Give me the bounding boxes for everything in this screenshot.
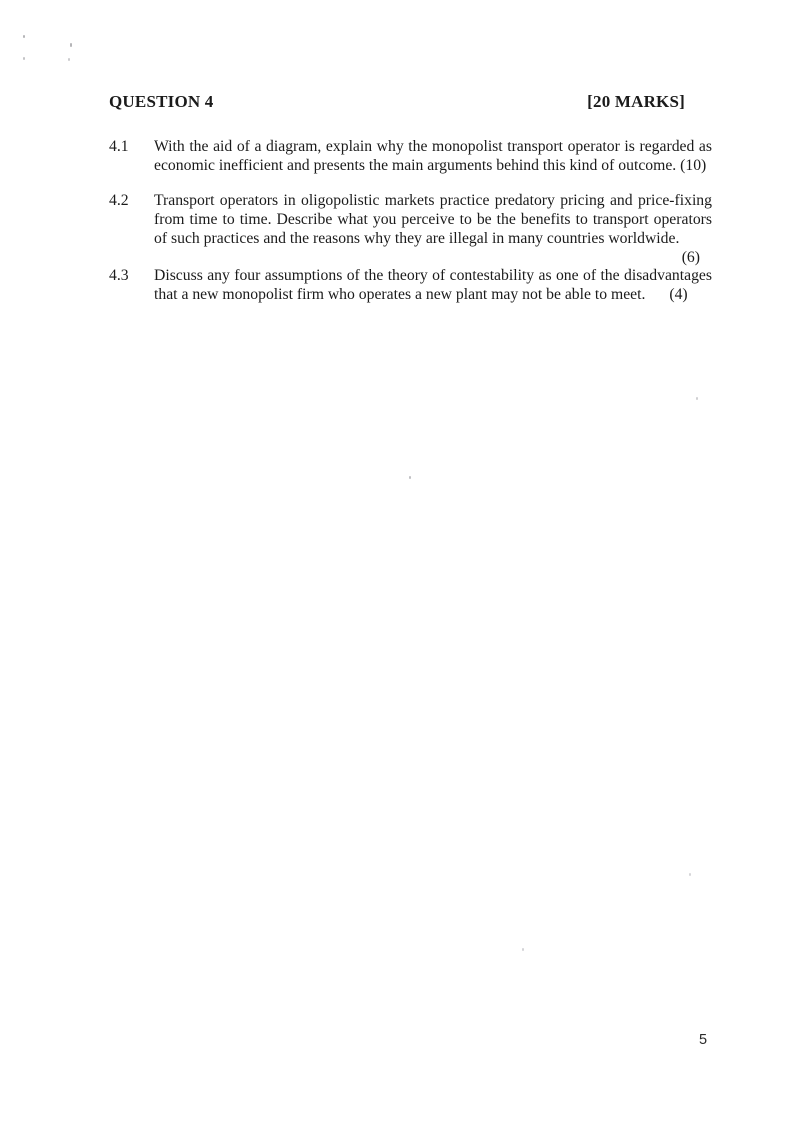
question-number: 4.3 [109, 267, 129, 285]
total-marks-label: [20 MARKS] [587, 92, 685, 111]
question-title: QUESTION 4 [109, 92, 214, 111]
page-number: 5 [699, 1032, 708, 1048]
scan-speck [23, 35, 25, 38]
scan-speck [689, 873, 691, 876]
question-body [154, 267, 712, 304]
question-marks: (4) [669, 285, 688, 303]
question-item-4-2 [109, 192, 712, 267]
question-text: Discuss any four assumptions of the theory of contestability as one of the disadvantages that a new monopolist firm who operates a new plant may not be able to meet. [154, 267, 712, 303]
question-marks: (6) [681, 248, 700, 266]
question-item-4-3 [109, 267, 712, 304]
scan-speck [68, 58, 70, 61]
question-text: With the aid of a diagram, explain why the monopolist transport operator is regarded as economic inefficient and presents the main arguments behind this kind of outcome. (10) [154, 138, 712, 174]
question-number: 4.1 [109, 138, 129, 155]
question-number: 4.2 [109, 192, 129, 210]
question-header [109, 92, 712, 112]
scan-speck [23, 57, 25, 60]
scan-speck [696, 397, 698, 400]
question-item-4-1 [109, 138, 712, 175]
scan-speck [522, 948, 524, 951]
scan-speck [70, 43, 72, 47]
question-text: Transport operators in oligopolistic markets practice predatory pricing and price-fixing from time to time. Describe what you perceive to be the benefits to transport operators of such practices and the reasons why they are illegal in many countries worldwide. [154, 192, 712, 247]
question-body [154, 192, 712, 267]
page-content [109, 92, 712, 305]
scan-speck [409, 476, 411, 479]
question-list [109, 138, 712, 305]
